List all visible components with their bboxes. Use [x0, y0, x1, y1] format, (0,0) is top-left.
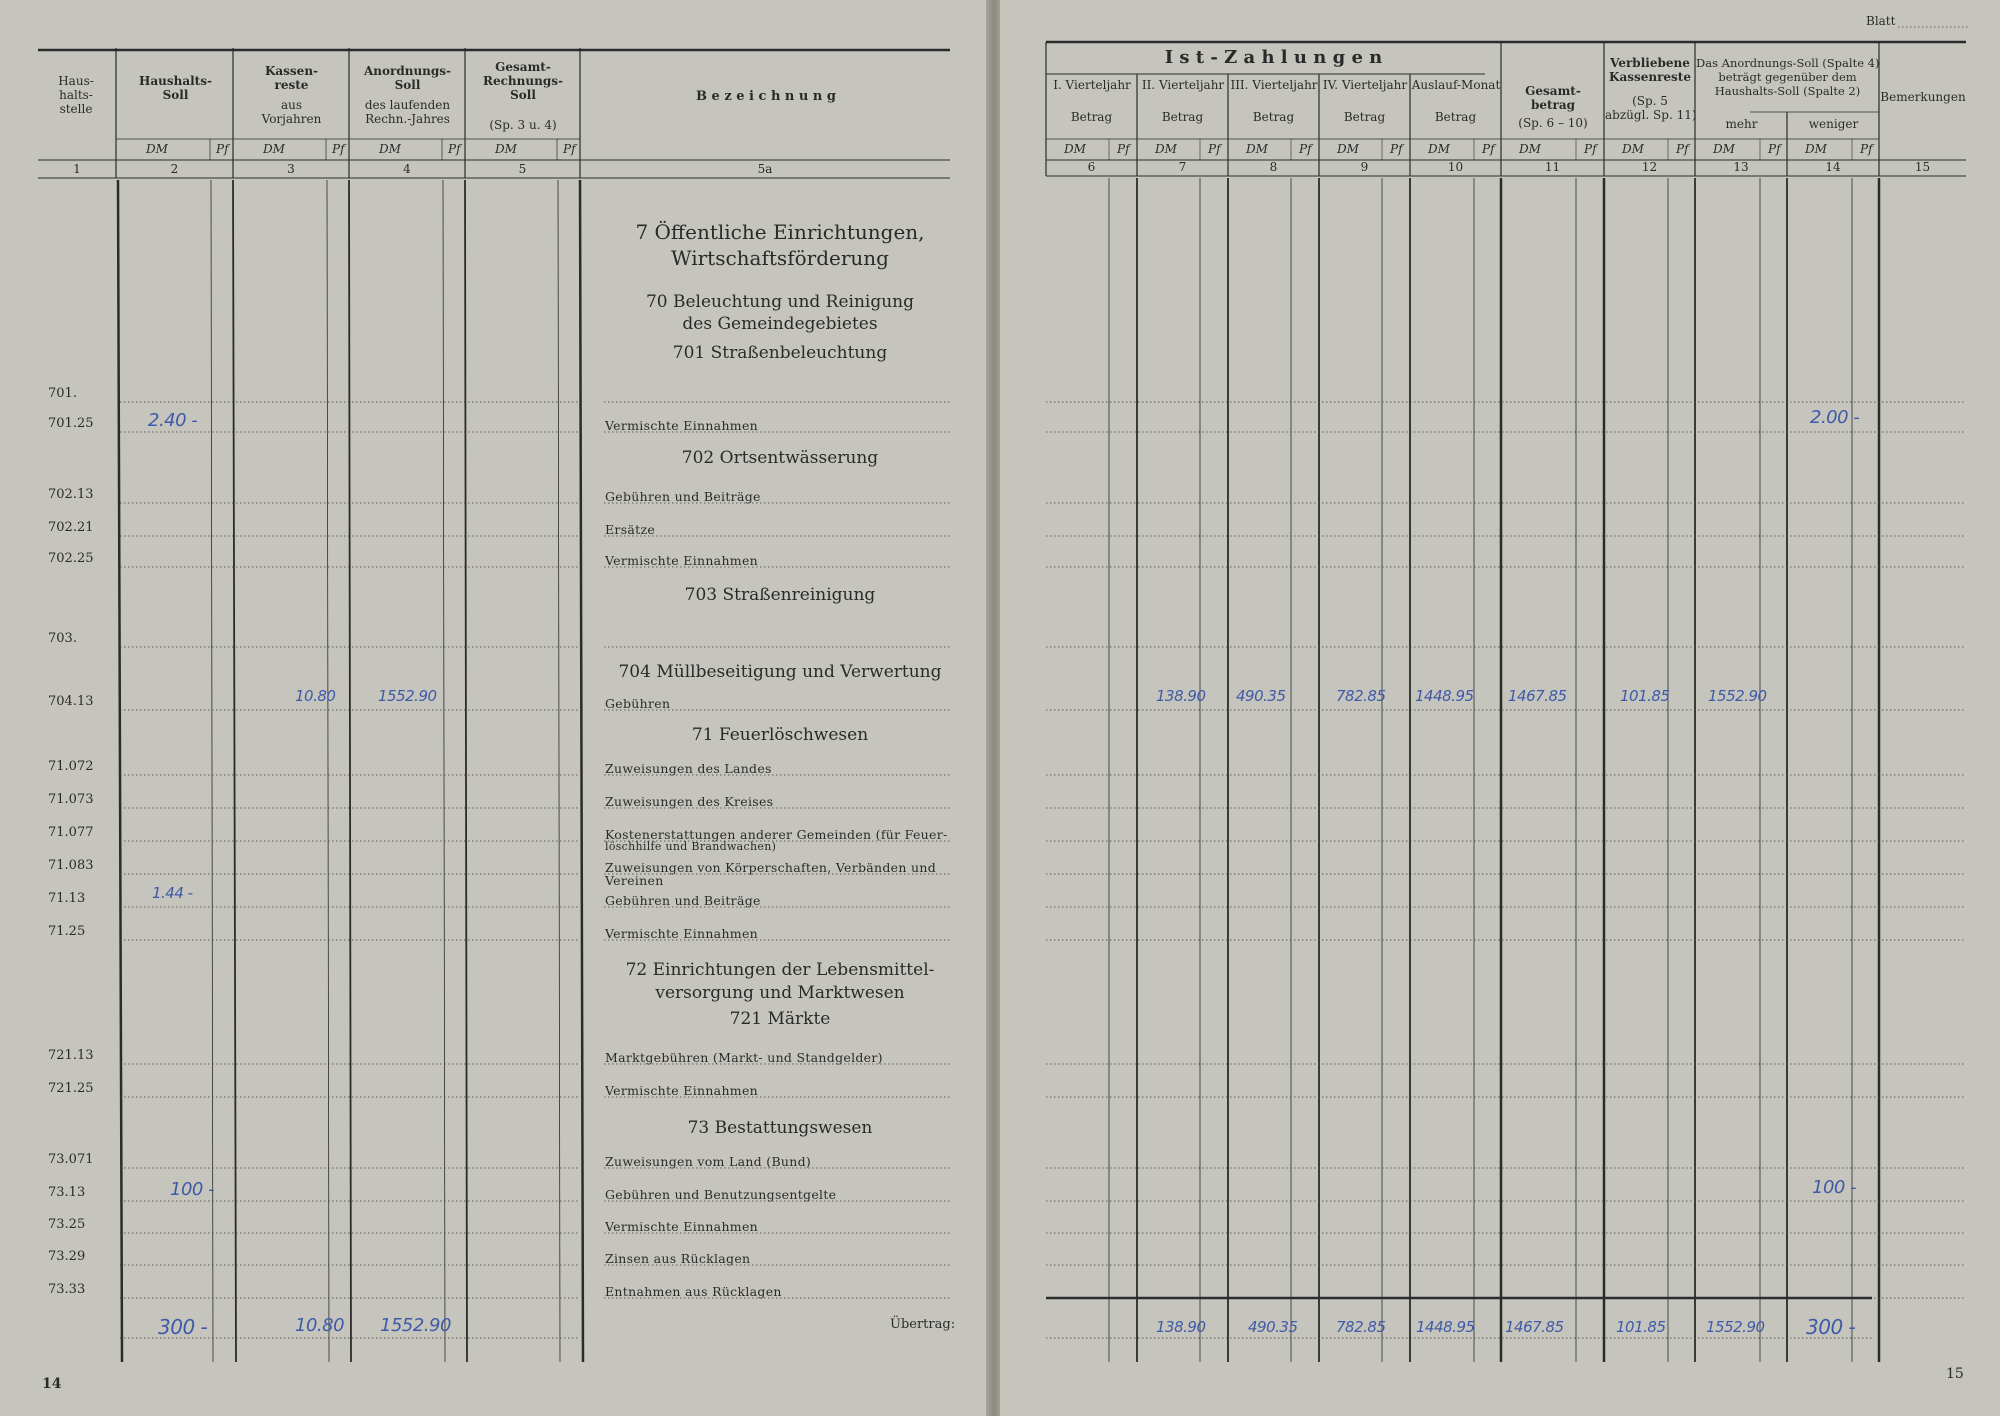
unit-dm: DM [1428, 142, 1450, 156]
header-q1: I. Vierteljahr [1053, 78, 1131, 92]
row-id: 71.25 [48, 924, 86, 939]
hw-total-weniger: 300 - [1806, 1315, 1856, 1339]
desc-continuation-71083: Vereinen [605, 873, 664, 888]
row-description: Zuweisungen vom Land (Bund) [605, 1154, 812, 1169]
blatt-label: Blatt [1866, 14, 1896, 28]
unit-pf: Pf [332, 142, 345, 156]
row-description: Zuweisungen des Kreises [605, 794, 774, 809]
uebertrag-label: Übertrag: [890, 1317, 956, 1332]
betrag-label: Betrag [1434, 110, 1477, 124]
section-73: 73 Bestattungswesen [687, 1118, 873, 1138]
unit-dm: DM [1337, 142, 1359, 156]
unit-pf: Pf [1482, 142, 1495, 156]
unit-pf: Pf [1390, 142, 1403, 156]
column-number: 3 [287, 162, 295, 176]
unit-dm: DM [263, 142, 285, 156]
column-number: 6 [1087, 160, 1096, 174]
row-description: Gebühren und Benutzungsentgelte [605, 1187, 837, 1202]
unit-pf: Pf [1117, 142, 1130, 156]
page-number-right: 15 [1946, 1366, 1964, 1382]
header-q2: II. Vierteljahr [1141, 78, 1225, 92]
header-sp-3-4: (Sp. 3 u. 4) [489, 118, 557, 132]
header-aus-vorjahren: aus Vorjahren [261, 98, 322, 126]
row-id: 71.077 [48, 825, 94, 840]
betrag-label: Betrag [1070, 110, 1113, 124]
hw-total-soll: 300 - [158, 1315, 208, 1339]
row-id: 73.13 [48, 1185, 86, 1200]
header-mehr: mehr [1725, 117, 1758, 131]
hw-total-q1: 138.90 [1156, 1318, 1206, 1336]
column-number: 4 [403, 162, 411, 176]
header-laufendes-jahr: des laufenden Rechn.-Jahres [364, 98, 451, 126]
column-number: 14 [1825, 160, 1841, 174]
header-q4: IV. Vierteljahr [1322, 78, 1408, 92]
unit-dm: DM [1246, 142, 1268, 156]
unit-pf: Pf [1208, 142, 1221, 156]
unit-pf: Pf [448, 142, 461, 156]
row-description: Zuweisungen des Landes [605, 761, 772, 776]
hw-73-13-weniger: 100 - [1812, 1177, 1857, 1198]
section-71: 71 Feuerlöschwesen [691, 725, 869, 745]
header-anordnungs-soll: Anordnungs- Soll [363, 64, 452, 92]
betrag-label: Betrag [1252, 110, 1295, 124]
column-number: 10 [1447, 160, 1464, 174]
hw-73-13-soll: 100 - [170, 1179, 215, 1200]
hw-total-anordnung: 1552.90 [380, 1315, 451, 1336]
row-id: 702.21 [48, 520, 94, 535]
header-sp-6-10: (Sp. 6 – 10) [1518, 116, 1588, 130]
header-kassenreste: Kassen- reste [264, 64, 319, 92]
unit-dm: DM [1713, 142, 1735, 156]
hw-704-13-verblieben: 101.85 [1620, 687, 1670, 705]
hw-704-13-q2: 490.35 [1236, 687, 1286, 705]
unit-pf: Pf [563, 142, 576, 156]
hw-total-verblieben: 101.85 [1616, 1318, 1666, 1336]
row-id: 704.13 [48, 694, 94, 709]
header-haushaltsstelle: Haus- halts- stelle [58, 74, 94, 116]
row-description: Zuweisungen von Körperschaften, Verbänden und [605, 860, 937, 875]
header-haushalts-soll: Haushalts- Soll [139, 74, 212, 102]
hw-704-13-reste: 10.80 [295, 687, 336, 705]
section-72-line2: versorgung und Marktwesen [655, 983, 905, 1003]
page-number-left: 14 [42, 1376, 62, 1392]
row-id: 73.29 [48, 1249, 86, 1264]
row-id: 73.071 [48, 1152, 94, 1167]
row-description: Marktgebühren (Markt- und Standgelder) [605, 1050, 883, 1065]
row-description: Gebühren und Beiträge [605, 489, 761, 504]
section-70-line2: des Gemeindegebietes [682, 314, 878, 334]
section-72-line1: 72 Einrichtungen der Lebensmittel- [625, 960, 935, 980]
header-q3: III. Vierteljahr [1230, 78, 1318, 92]
row-id: 701.25 [48, 416, 94, 431]
header-bezeichnung: B e z e i c h n u n g [696, 89, 836, 104]
row-description: Vermischte Einnahmen [605, 1219, 758, 1234]
unit-dm: DM [379, 142, 401, 156]
row-description: Entnahmen aus Rücklagen [605, 1284, 782, 1299]
row-id: 702.13 [48, 487, 94, 502]
row-id: 71.083 [48, 858, 94, 873]
hw-704-13-gesamt: 1467.85 [1508, 687, 1567, 705]
row-id: 71.072 [48, 759, 94, 774]
left-grid [0, 0, 988, 1416]
column-number: 13 [1733, 160, 1749, 174]
row-id: 73.25 [48, 1217, 86, 1232]
column-number: 11 [1544, 160, 1561, 174]
row-id: 71.073 [48, 792, 94, 807]
row-id: 73.33 [48, 1282, 86, 1297]
left-page [0, 0, 988, 1416]
section-7-line2: Wirtschaftsförderung [671, 246, 889, 270]
hw-701-25-soll: 2.40 - [148, 410, 198, 431]
unit-pf: Pf [1676, 142, 1689, 156]
row-description: Vermischte Einnahmen [605, 1083, 758, 1098]
hw-701-25-weniger: 2.00 - [1810, 407, 1860, 428]
row-description: Vermischte Einnahmen [605, 553, 758, 568]
section-703: 703 Straßenreinigung [684, 585, 876, 605]
desc-continuation-71077: löschhilfe und Brandwachen) [605, 840, 777, 853]
header-anordnungs-soll-vergleich: Das Anordnungs-Soll (Spalte 4) beträgt gegenüber dem Haushalts-Soll (Spalte 2) [1696, 56, 1880, 98]
row-id: 71.13 [48, 891, 86, 906]
hw-704-13-anordnung: 1552.90 [378, 687, 437, 705]
column-number: 15 [1914, 160, 1931, 174]
hw-total-reste: 10.80 [295, 1315, 345, 1336]
section-7-line1: 7 Öffentliche Einrichtungen, [635, 220, 925, 244]
hw-704-13-q3: 782.85 [1336, 687, 1386, 705]
column-number: 1 [73, 162, 81, 176]
unit-pf: Pf [1768, 142, 1781, 156]
header-gesamt-rechnungs-soll: Gesamt- Rechnungs- Soll [483, 60, 563, 102]
unit-dm: DM [1155, 142, 1177, 156]
header-ist-zahlungen: I s t - Z a h l u n g e n [1164, 47, 1383, 68]
header-bemerkungen: Bemerkungen [1880, 90, 1966, 104]
header-gesamtbetrag: Gesamt- betrag [1525, 84, 1581, 112]
betrag-label: Betrag [1161, 110, 1204, 124]
hw-total-q4: 1448.95 [1416, 1318, 1475, 1336]
column-number: 7 [1178, 160, 1187, 174]
header-sp5-abzuegl: (Sp. 5 abzügl. Sp. 11) [1605, 94, 1697, 122]
column-number: 8 [1269, 160, 1278, 174]
column-number: 12 [1641, 160, 1658, 174]
row-description: Vermischte Einnahmen [605, 418, 758, 433]
unit-dm: DM [1805, 142, 1827, 156]
hw-704-13-q4: 1448.95 [1415, 687, 1474, 705]
row-description: Kostenerstattungen anderer Gemeinden (für Feuer- [605, 827, 948, 842]
unit-pf: Pf [1299, 142, 1312, 156]
unit-dm: DM [146, 142, 168, 156]
unit-pf: Pf [1860, 142, 1873, 156]
hw-total-q2: 490.35 [1248, 1318, 1298, 1336]
right-page [1000, 0, 2000, 1416]
header-auslauf-monat: Auslauf-Monat [1411, 78, 1501, 92]
section-702: 702 Ortsentwässerung [681, 448, 879, 468]
section-704: 704 Müllbeseitigung und Verwertung [618, 662, 942, 682]
betrag-label: Betrag [1343, 110, 1386, 124]
row-id: 701. [48, 386, 77, 401]
column-number: 9 [1360, 160, 1369, 174]
unit-dm: DM [495, 142, 517, 156]
unit-dm: DM [1064, 142, 1086, 156]
header-weniger: weniger [1808, 117, 1859, 131]
hw-total-gesamt: 1467.85 [1505, 1318, 1564, 1336]
unit-dm: DM [1519, 142, 1541, 156]
row-description: Gebühren und Beiträge [605, 893, 761, 908]
right-grid [1000, 0, 2000, 1416]
row-description: Zinsen aus Rücklagen [605, 1251, 751, 1266]
row-description: Vermischte Einnahmen [605, 926, 758, 941]
row-description: Ersätze [605, 522, 656, 537]
hw-total-mehr: 1552.90 [1706, 1318, 1765, 1336]
header-verbliebene-kassenreste: Verbliebene Kassenreste [1609, 56, 1691, 84]
hw-704-13-mehr: 1552.90 [1708, 687, 1767, 705]
hw-704-13-q1: 138.90 [1156, 687, 1206, 705]
row-id: 721.13 [48, 1048, 94, 1063]
section-701: 701 Straßenbeleuchtung [672, 343, 888, 363]
unit-pf: Pf [216, 142, 229, 156]
unit-pf: Pf [1584, 142, 1597, 156]
section-70-line1: 70 Beleuchtung und Reinigung [645, 292, 915, 312]
column-number: 2 [170, 162, 179, 176]
hw-71-13-soll: 1.44 - [152, 884, 193, 902]
column-number: 5a [757, 162, 773, 176]
row-id: 703. [48, 631, 77, 646]
column-number: 5 [518, 162, 527, 176]
row-id: 702.25 [48, 551, 94, 566]
unit-dm: DM [1622, 142, 1644, 156]
hw-total-q3: 782.85 [1336, 1318, 1386, 1336]
row-id: 721.25 [48, 1081, 94, 1096]
row-description: Gebühren [605, 696, 671, 711]
section-721: 721 Märkte [729, 1009, 831, 1029]
